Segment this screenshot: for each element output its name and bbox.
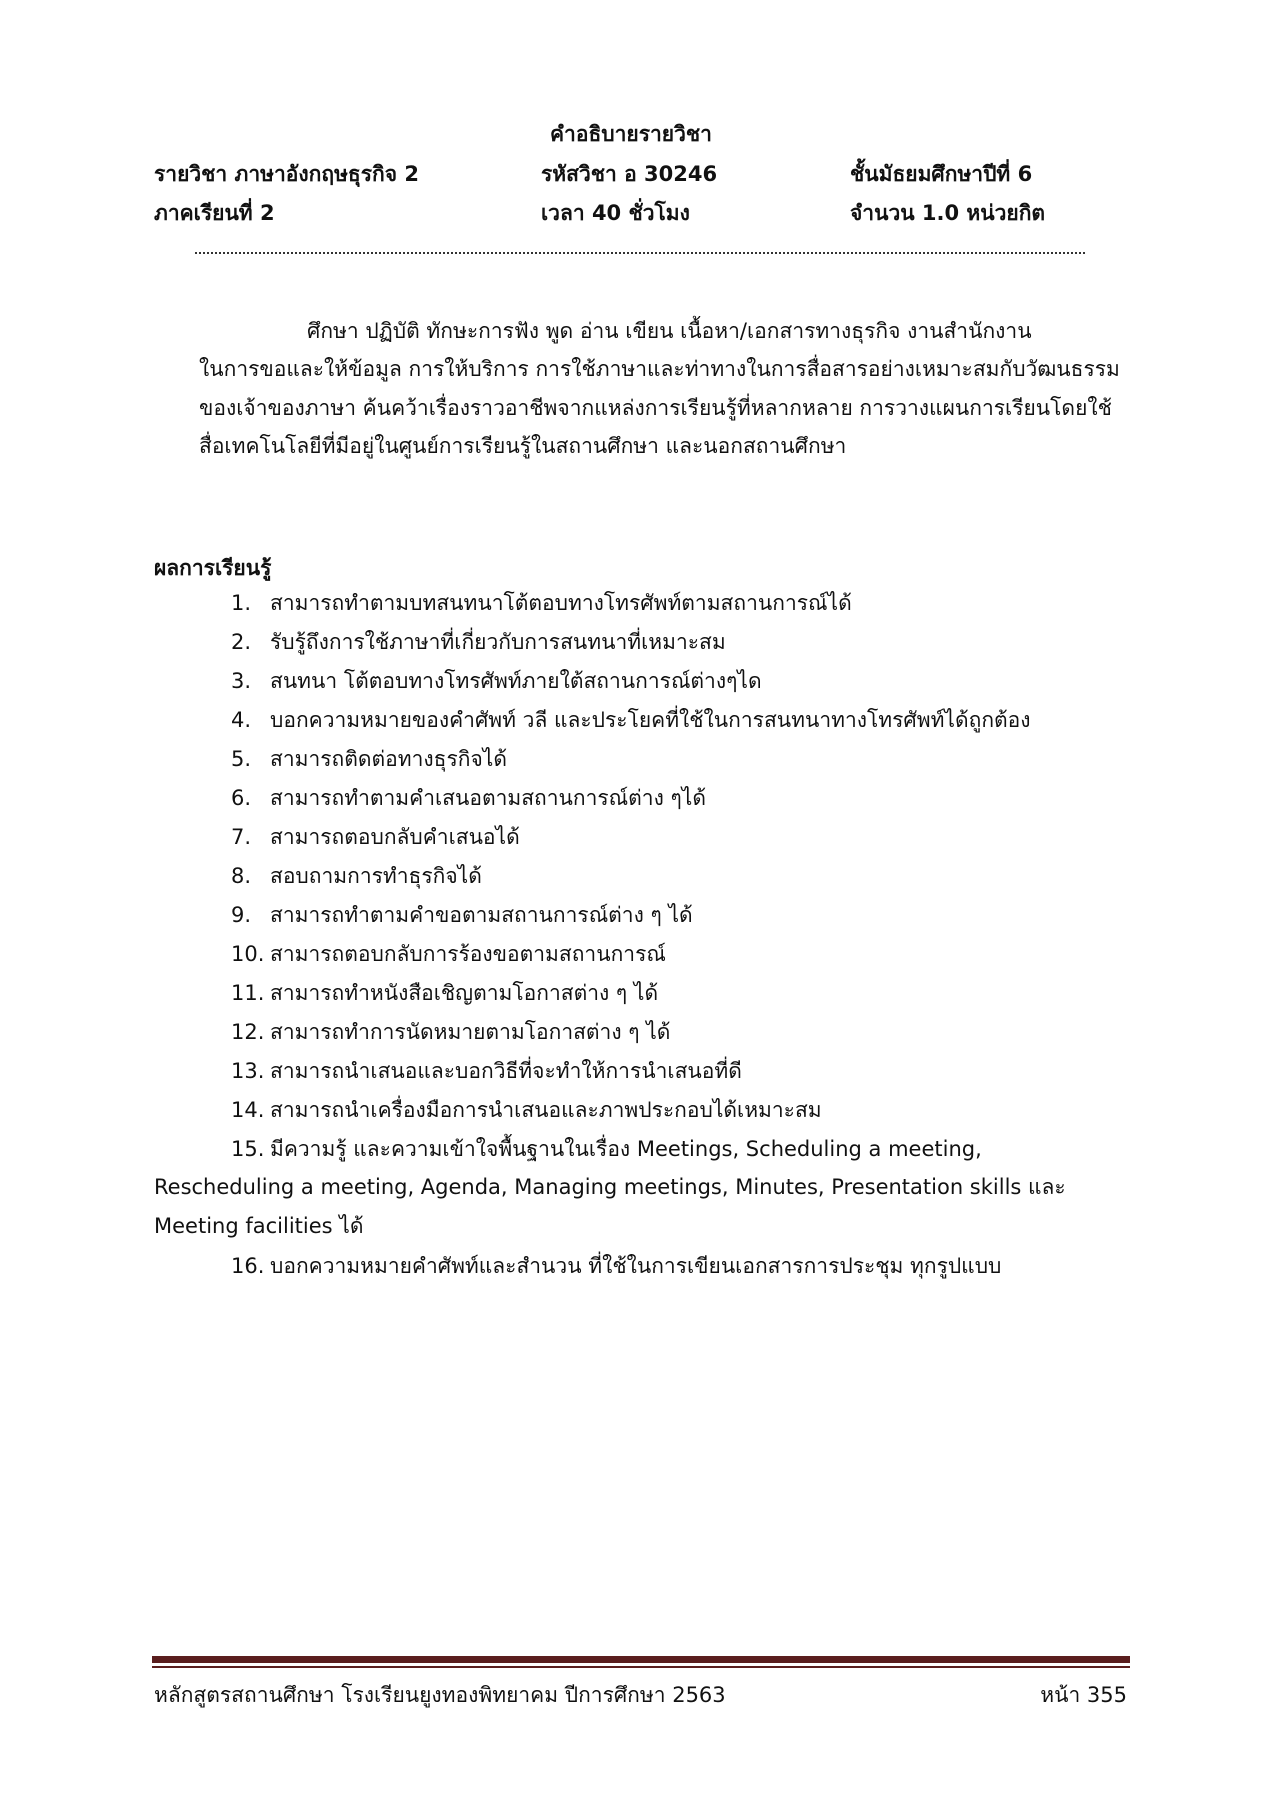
credits: จำนวน 1.0 หน่วยกิต — [850, 201, 1046, 225]
page-title: คำอธิบายรายวิชา — [550, 122, 712, 146]
outcome-text: สามารถทำตามคำเสนอตามสถานการณ์ต่าง ๆได้ — [270, 786, 707, 810]
outcome-text: สามารถทำการนัดหมายตามโอกาสต่าง ๆ ได้ — [270, 1020, 671, 1044]
outcome-number: 7. — [231, 825, 252, 849]
outcome-number: 2. — [231, 630, 252, 654]
outcome-number: 14. — [231, 1098, 265, 1122]
outcome-number: 13. — [231, 1059, 265, 1083]
description-line: สื่อเทคโนโลยีที่มีอยู่ในศูนย์การเรียนรู้ในสถานศึกษา และนอกสถานศึกษา — [199, 434, 847, 458]
outcome-item — [231, 821, 520, 854]
outcome-item — [231, 1016, 670, 1049]
outcome-text: สามารถนำเสนอและบอกวิธีที่จะทำให้การนำเสนอที่ดี — [270, 1059, 742, 1083]
outcome-number: 12. — [231, 1020, 265, 1044]
outcome-item — [231, 1250, 1001, 1283]
outcome-continuation: Rescheduling a meeting, Agenda, Managing meetings, Minutes, Presentation skills และ — [154, 1175, 1066, 1199]
subject-code: รหัสวิชา อ 30246 — [541, 162, 718, 186]
outcome-number: 5. — [231, 747, 252, 771]
outcome-item — [231, 704, 1031, 737]
semester: ภาคเรียนที่ 2 — [154, 201, 275, 225]
footer-rule-thin — [152, 1666, 1130, 1668]
outcome-item — [231, 1094, 822, 1127]
outcome-number: 6. — [231, 786, 252, 810]
outcome-number: 4. — [231, 708, 252, 732]
page-number: หน้า 355 — [1040, 1683, 1127, 1707]
outcome-text: มีความรู้ และความเข้าใจพื้นฐานในเรื่อง Meetings, Scheduling a meeting, — [270, 1137, 982, 1161]
outcome-text: สอบถามการทำธุรกิจได้ — [270, 864, 482, 888]
outcome-text: สามารถทำตามคำขอตามสถานการณ์ต่าง ๆ ได้ — [270, 903, 693, 927]
outcome-text: สามารถตอบกลับการร้องขอตามสถานการณ์ — [270, 942, 666, 966]
outcome-number: 10. — [231, 942, 265, 966]
description-line: ของเจ้าของภาษา ค้นคว้าเรื่องราวอาชีพจากแหล่งการเรียนรู้ที่หลากหลาย การวางแผนการเรียนโดยใช้ — [199, 396, 1112, 420]
outcome-item — [231, 1055, 742, 1088]
outcome-item — [231, 938, 666, 971]
outcome-number: 9. — [231, 903, 252, 927]
outcome-text: บอกความหมายของคำศัพท์ วลี และประโยคที่ใช้ในการสนทนาทางโทรศัพท์ได้ถูกต้อง — [270, 708, 1031, 732]
subject-name: รายวิชา ภาษาอังกฤษธุรกิจ 2 — [154, 162, 419, 186]
outcome-item — [231, 860, 482, 893]
outcome-continuation: Meeting facilities ได้ — [154, 1214, 364, 1238]
outcome-number: 8. — [231, 864, 252, 888]
outcome-item — [231, 626, 726, 659]
description-line: ในการขอและให้ข้อมูล การให้บริการ การใช้ภาษาและท่าทางในการสื่อสารอย่างเหมาะสมกับวัฒนธรรม — [199, 357, 1120, 381]
outcome-text: สามารถตอบกลับคำเสนอได้ — [270, 825, 520, 849]
outcome-text: สามารถนำเครื่องมือการนำเสนอและภาพประกอบได้เหมาะสม — [270, 1098, 822, 1122]
outcome-number: 15. — [231, 1137, 265, 1161]
outcome-item — [231, 587, 852, 620]
outcome-item — [231, 665, 762, 698]
study-hours: เวลา 40 ชั่วโมง — [541, 201, 690, 225]
outcome-text: สามารถทำตามบทสนทนาโต้ตอบทางโทรศัพท์ตามสถานการณ์ได้ — [270, 591, 852, 615]
outcome-text: สามารถทำหนังสือเชิญตามโอกาสต่าง ๆ ได้ — [270, 981, 659, 1005]
outcome-number: 3. — [231, 669, 252, 693]
outcome-text: สนทนา โต้ตอบทางโทรศัพท์ภายใต้สถานการณ์ต่างๆได — [270, 669, 762, 693]
description-line: ศึกษา ปฏิบัติ ทักษะการฟัง พูด อ่าน เขียน เนื้อหา/เอกสารทางธุรกิจ งานสำนักงาน — [307, 319, 1032, 343]
grade-level: ชั้นมัธยมศึกษาปีที่ 6 — [850, 162, 1033, 186]
dotted-divider — [195, 252, 1085, 254]
outcome-item — [231, 1133, 982, 1166]
outcome-number: 11. — [231, 981, 265, 1005]
outcome-item — [231, 743, 507, 776]
footer-text: หลักสูตรสถานศึกษา โรงเรียนยูงทองพิทยาคม ปีการศึกษา 2563 — [154, 1683, 726, 1707]
outcome-item — [231, 977, 658, 1010]
outcome-text: รับรู้ถึงการใช้ภาษาที่เกี่ยวกับการสนทนาที่เหมาะสม — [270, 630, 726, 654]
outcome-number: 1. — [231, 591, 252, 615]
outcome-item — [231, 782, 706, 815]
outcome-text: บอกความหมายคำศัพท์และสำนวน ที่ใช้ในการเขียนเอกสารการประชุม ทุกรูปแบบ — [270, 1254, 1002, 1278]
outcome-text: สามารถติดต่อทางธุรกิจได้ — [270, 747, 507, 771]
outcome-number: 16. — [231, 1254, 265, 1278]
outcomes-heading: ผลการเรียนรู้ — [154, 556, 272, 580]
outcome-item — [231, 899, 693, 932]
footer-rule-thick — [152, 1656, 1130, 1663]
